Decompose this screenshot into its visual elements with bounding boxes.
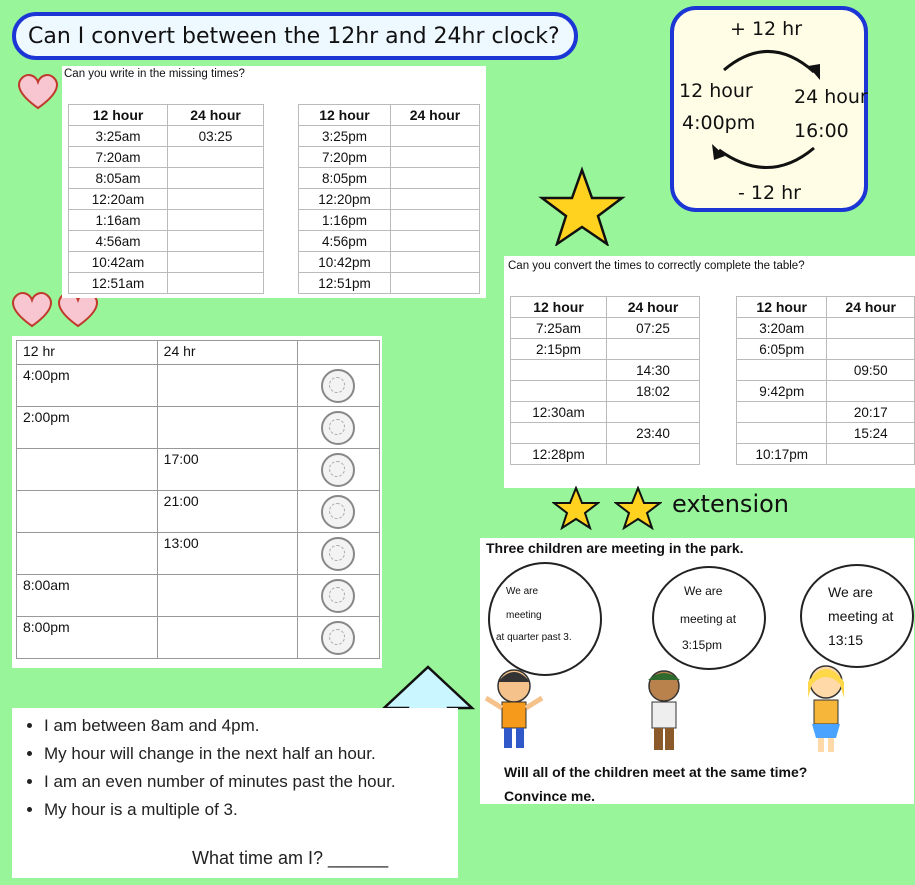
cell-12h: 3:20am <box>737 318 827 339</box>
example-12h: 4:00pm <box>682 112 756 134</box>
cell-12h: 12:20am <box>69 189 168 210</box>
cell-12h[interactable] <box>737 402 827 423</box>
cell-12h[interactable] <box>17 533 158 575</box>
cell-24h[interactable] <box>607 444 700 465</box>
riddle-clue: • My hour is a multiple of 3. <box>44 800 396 820</box>
table-row <box>511 402 700 423</box>
cell-12h: 12:30am <box>511 402 607 423</box>
cell-12h: 2:00pm <box>17 407 158 449</box>
speech-bubble-2 <box>652 566 766 670</box>
cell-12h[interactable] <box>17 449 158 491</box>
cell-24h[interactable] <box>157 575 297 617</box>
clock-cell <box>297 533 379 575</box>
col-header: 12 hr <box>17 341 158 365</box>
park-question-2: Convince me. <box>504 788 596 804</box>
table-row <box>511 339 700 360</box>
riddle-clues <box>22 716 396 828</box>
park-intro: Three children are meeting in the park. <box>486 540 744 556</box>
cell-12h[interactable] <box>17 491 158 533</box>
minus-label: - 12 hr <box>738 182 801 204</box>
cell-24h: 13:00 <box>157 533 297 575</box>
table-row <box>69 147 264 168</box>
cell-12h: 8:00am <box>17 575 158 617</box>
missing-times-table-right <box>298 104 480 294</box>
clock-cell <box>297 617 379 659</box>
cell-12h: 6:05pm <box>737 339 827 360</box>
table-row <box>737 444 915 465</box>
cell-12h: 12:20pm <box>299 189 391 210</box>
cell-12h: 9:42pm <box>737 381 827 402</box>
cell-24h[interactable] <box>827 318 915 339</box>
table-row <box>737 318 915 339</box>
table-row <box>69 189 264 210</box>
clock-cell <box>297 407 379 449</box>
clock-cell <box>297 491 379 533</box>
table-row <box>69 273 264 294</box>
bubble-line: We are <box>828 584 873 600</box>
question-text: Can you write in the missing times? <box>64 68 245 80</box>
table-row <box>299 147 480 168</box>
cycle-arrows-icon <box>674 10 864 208</box>
riddle-card <box>12 708 458 878</box>
cell-12h: 7:25am <box>511 318 607 339</box>
cell-24h[interactable] <box>168 210 264 231</box>
riddle-clue: • I am between 8am and 4pm. <box>44 716 396 736</box>
table-row <box>299 252 480 273</box>
col-header <box>297 341 379 365</box>
table-row <box>69 231 264 252</box>
table-row <box>737 423 915 444</box>
clock-face-icon[interactable] <box>321 579 355 613</box>
table-row <box>17 365 380 407</box>
twelve-hour-label: 12 hour <box>679 80 753 102</box>
table-row <box>69 210 264 231</box>
cell-24h: 03:25 <box>168 126 264 147</box>
cell-12h: 7:20pm <box>299 147 391 168</box>
question-text: Can you convert the times to correctly complete the table? <box>508 260 805 272</box>
cell-12h[interactable] <box>737 423 827 444</box>
park-question: Will all of the children meet at the same time? <box>504 764 808 780</box>
plus-label: + 12 hr <box>730 18 803 40</box>
cell-12h: 4:56pm <box>299 231 391 252</box>
cell-12h: 8:05am <box>69 168 168 189</box>
cell-24h[interactable] <box>168 189 264 210</box>
cell-24h[interactable] <box>607 339 700 360</box>
cell-12h: 8:00pm <box>17 617 158 659</box>
cell-24h[interactable] <box>390 147 479 168</box>
child-3-image <box>796 658 856 754</box>
twentyfour-hour-label: 24 hour <box>794 86 868 108</box>
cell-12h: 10:42pm <box>299 252 391 273</box>
table-row <box>737 381 915 402</box>
table-row <box>737 339 915 360</box>
cell-24h[interactable] <box>390 252 479 273</box>
clock-cell <box>297 449 379 491</box>
page-title <box>12 12 578 60</box>
cell-24h[interactable] <box>827 444 915 465</box>
star-icon <box>614 486 662 530</box>
cell-12h: 3:25pm <box>299 126 391 147</box>
child-2-image <box>634 664 694 756</box>
cell-24h[interactable] <box>390 210 479 231</box>
star-icon <box>552 486 600 530</box>
clock-face-icon[interactable] <box>321 369 355 403</box>
table-row <box>737 402 915 423</box>
cell-24h: 21:00 <box>157 491 297 533</box>
heart-icon <box>14 70 62 112</box>
table-row <box>511 381 700 402</box>
extension-label: extension <box>672 490 789 518</box>
cell-24h[interactable] <box>168 147 264 168</box>
cell-24h[interactable] <box>157 407 297 449</box>
speech-bubble-3 <box>800 564 914 668</box>
clock-times-card <box>12 336 382 668</box>
table-row <box>69 126 264 147</box>
bubble-line: at quarter past 3. <box>496 632 572 643</box>
table-row <box>299 210 480 231</box>
clock-face-icon[interactable] <box>321 537 355 571</box>
bubble-line: meeting at <box>680 612 737 626</box>
cell-24h[interactable] <box>157 365 297 407</box>
table-row <box>17 533 380 575</box>
cell-24h[interactable] <box>827 381 915 402</box>
table-row <box>299 189 480 210</box>
table-row <box>299 126 480 147</box>
cell-24h: 17:00 <box>157 449 297 491</box>
star-icon <box>538 166 626 246</box>
cell-24h[interactable] <box>607 402 700 423</box>
cell-12h: 12:28pm <box>511 444 607 465</box>
table-row <box>69 168 264 189</box>
cell-24h[interactable] <box>390 126 479 147</box>
convert-times-card <box>504 256 915 488</box>
table-row <box>69 252 264 273</box>
col-header: 12 hour <box>737 297 827 318</box>
cell-12h[interactable] <box>511 381 607 402</box>
child-1-image <box>480 662 550 752</box>
col-header: 24 hour <box>827 297 915 318</box>
cell-12h: 4:00pm <box>17 365 158 407</box>
cell-24h: 18:02 <box>607 381 700 402</box>
riddle-clue: • My hour will change in the next half an hour. <box>44 744 396 764</box>
cell-24h: 20:17 <box>827 402 915 423</box>
cell-12h[interactable] <box>511 360 607 381</box>
table-row <box>17 407 380 449</box>
park-card <box>480 538 914 804</box>
cell-24h[interactable] <box>168 273 264 294</box>
clock-cell <box>297 365 379 407</box>
cell-24h[interactable] <box>390 168 479 189</box>
cell-12h: 4:56am <box>69 231 168 252</box>
clock-face-icon[interactable] <box>321 411 355 445</box>
cell-24h[interactable] <box>168 231 264 252</box>
cell-12h: 12:51am <box>69 273 168 294</box>
cell-24h[interactable] <box>827 339 915 360</box>
bubble-line: We are <box>684 584 723 598</box>
cell-12h: 10:17pm <box>737 444 827 465</box>
speech-bubble-1 <box>488 562 602 676</box>
conversion-diagram <box>670 6 868 212</box>
clock-cell <box>297 575 379 617</box>
table-row <box>511 444 700 465</box>
title-text: Can I convert between the 12hr and 24hr clock? <box>28 23 560 49</box>
cell-12h: 10:42am <box>69 252 168 273</box>
table-row <box>17 491 380 533</box>
table-row <box>17 449 380 491</box>
cell-24h[interactable] <box>168 252 264 273</box>
bubble-line: meeting at <box>828 608 894 624</box>
clock-face-icon[interactable] <box>321 495 355 529</box>
clock-face-icon[interactable] <box>321 453 355 487</box>
missing-times-card <box>62 66 486 298</box>
table-row <box>511 318 700 339</box>
clock-times-table <box>16 340 380 659</box>
cell-24h: 14:30 <box>607 360 700 381</box>
table-row <box>299 168 480 189</box>
cell-12h: 3:25am <box>69 126 168 147</box>
col-header: 24 hr <box>157 341 297 365</box>
heart-icon <box>8 288 56 330</box>
cell-12h: 1:16am <box>69 210 168 231</box>
cell-24h[interactable] <box>390 231 479 252</box>
cell-24h: 23:40 <box>607 423 700 444</box>
cell-12h: 2:15pm <box>511 339 607 360</box>
table-row <box>511 423 700 444</box>
riddle-question: What time am I? ______ <box>192 848 389 868</box>
bubble-line: 13:15 <box>828 632 864 648</box>
cell-12h[interactable] <box>737 360 827 381</box>
col-header: 24 hour <box>607 297 700 318</box>
example-24h: 16:00 <box>794 120 849 142</box>
cell-24h[interactable] <box>390 189 479 210</box>
table-row <box>17 575 380 617</box>
cell-24h: 15:24 <box>827 423 915 444</box>
table-row <box>737 360 915 381</box>
col-header: 12 hour <box>511 297 607 318</box>
cell-24h[interactable] <box>157 617 297 659</box>
convert-times-table-left <box>510 296 700 465</box>
bubble-line: meeting <box>506 610 542 621</box>
table-row <box>17 617 380 659</box>
bubble-line: 3:15pm <box>682 638 723 652</box>
col-header: 12 hour <box>69 105 168 126</box>
col-header: 12 hour <box>299 105 391 126</box>
cell-24h: 07:25 <box>607 318 700 339</box>
col-header: 24 hour <box>390 105 479 126</box>
table-row <box>511 360 700 381</box>
bubble-line: We are <box>506 586 539 597</box>
cell-12h: 7:20am <box>69 147 168 168</box>
cell-24h[interactable] <box>168 168 264 189</box>
cell-12h: 12:51pm <box>299 273 391 294</box>
cell-24h[interactable] <box>390 273 479 294</box>
clock-face-icon[interactable] <box>321 621 355 655</box>
cell-24h: 09:50 <box>827 360 915 381</box>
riddle-clue: • I am an even number of minutes past the hour. <box>44 772 396 792</box>
cell-12h: 1:16pm <box>299 210 391 231</box>
table-row <box>299 273 480 294</box>
cell-12h[interactable] <box>511 423 607 444</box>
missing-times-table-left <box>68 104 264 294</box>
col-header: 24 hour <box>168 105 264 126</box>
table-row <box>299 231 480 252</box>
cell-12h: 8:05pm <box>299 168 391 189</box>
convert-times-table-right <box>736 296 915 465</box>
